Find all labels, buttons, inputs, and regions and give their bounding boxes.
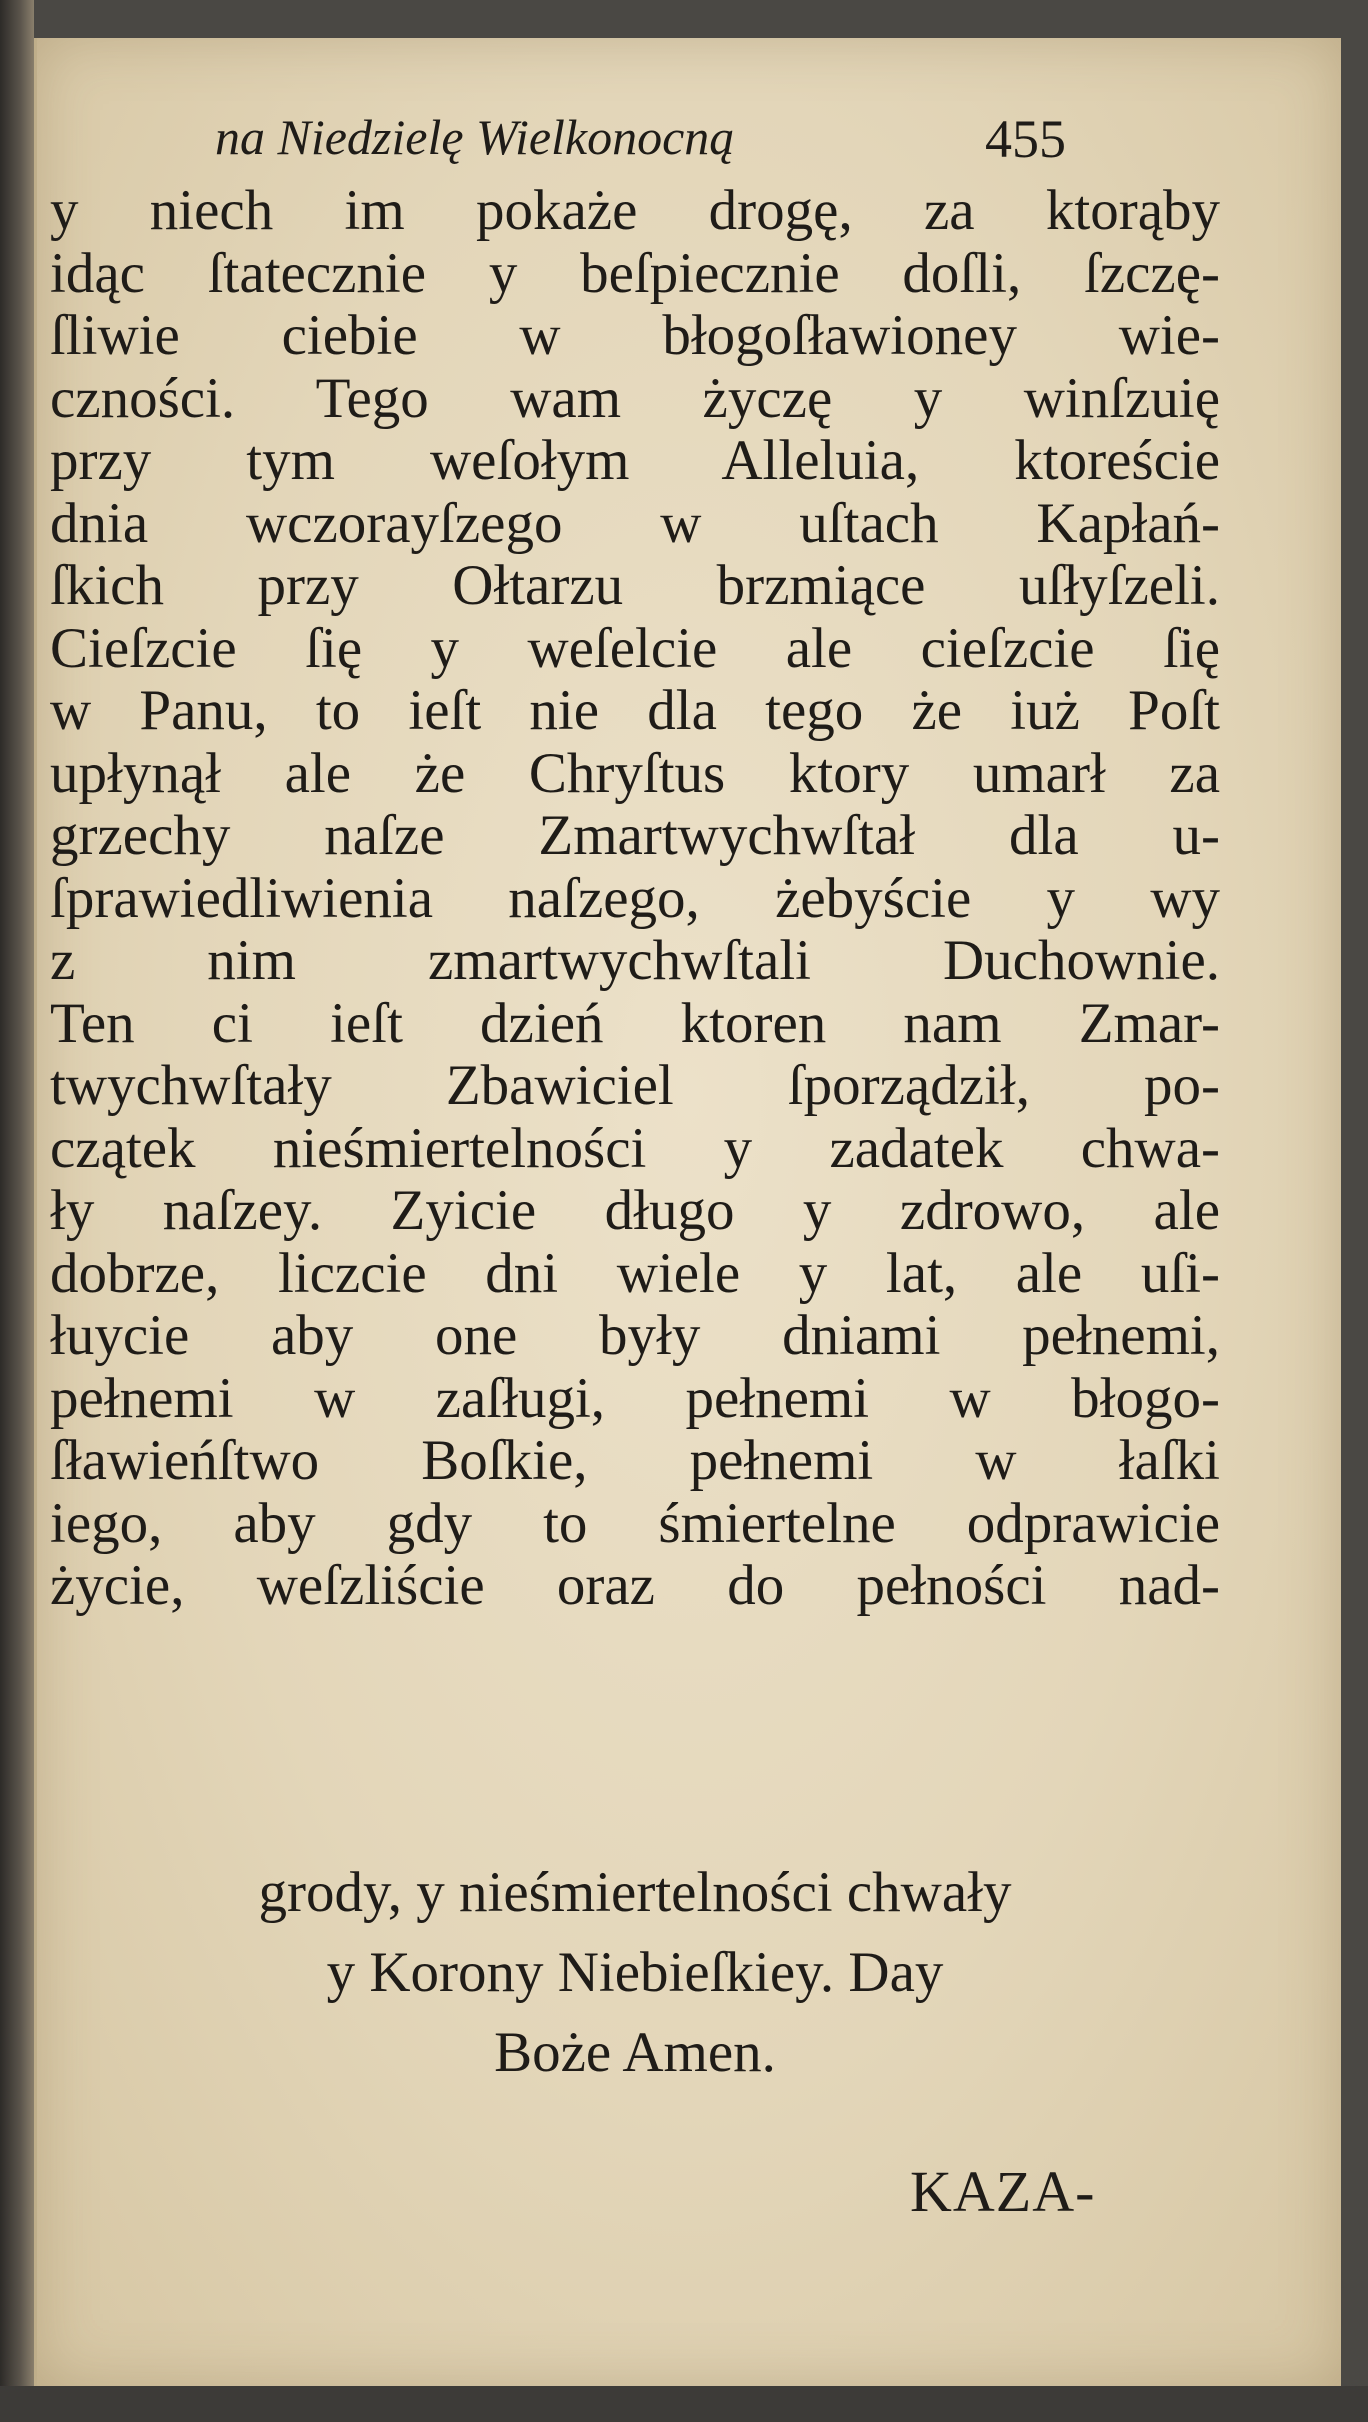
text-line: grzechy naſze Zmartwychwſtał dla u- <box>50 804 1220 867</box>
text-line: upłynął ale że Chryſtus ktory umarł za <box>50 741 1220 805</box>
page-number: 455 <box>985 109 1066 169</box>
text-line: pełnemi w zaſługi, pełnemi w błogo- <box>50 1366 1220 1430</box>
text-line: przy tym weſołym Alleluia, ktoreście <box>50 429 1220 492</box>
text-line: ſkich przy Ołtarzu brzmiące uſłyſzeli. <box>50 554 1220 617</box>
text-line: z nim zmartwychwſtali Duchownie. <box>50 929 1220 992</box>
text-line: dobrze, liczcie dni wiele y lat, ale uſi- <box>50 1241 1220 1305</box>
text-line: idąc ſtatecznie y beſpiecznie doſli, ſzczę- <box>50 241 1220 305</box>
running-head <box>215 108 1155 168</box>
text-line: w Panu, to ieſt nie dla tego że iuż Poſt <box>50 679 1220 742</box>
catchword: KAZA- <box>910 2159 1096 2224</box>
closing-line: y Korony Niebieſkiey. Day <box>326 1941 944 2004</box>
text-line: twychwſtały Zbawiciel ſporządził, po- <box>50 1054 1220 1117</box>
text-line: łuycie aby one były dniami pełnemi, <box>50 1304 1220 1367</box>
text-line: ſławieńſtwo Boſkie, pełnemi w łaſki <box>50 1429 1220 1492</box>
book-gutter <box>0 0 34 2422</box>
body-text <box>50 180 1220 1618</box>
text-line: y niech im pokaże drogę, za ktorąby <box>50 179 1220 242</box>
running-head-title: na Niedzielę Wielkonocną <box>215 109 735 165</box>
text-line: Ten ci ieſt dzień ktoren nam Zmar- <box>50 991 1220 1055</box>
text-line: iego, aby gdy to śmiertelne odprawicie <box>50 1491 1220 1555</box>
text-line: dnia wczorayſzego w uſtach Kapłań- <box>50 491 1220 555</box>
text-line: ły naſzey. Zyicie długo y zdrowo, ale <box>50 1179 1220 1242</box>
text-line: życie, weſzliście oraz do pełności nad- <box>50 1554 1220 1617</box>
text-line: Cieſzcie ſię y weſelcie ale cieſzcie ſię <box>50 616 1220 680</box>
text-line: czątek nieśmiertelności y zadatek chwa- <box>50 1116 1220 1180</box>
text-line: ſliwie ciebie w błogoſławioney wie- <box>50 304 1220 367</box>
text-line: czności. Tego wam życzę y winſzuię <box>50 366 1220 430</box>
closing-line: grody, y nieśmiertelności chwały <box>258 1861 1012 1924</box>
scan-bottom-edge <box>0 2386 1368 2422</box>
closing-line: Boże Amen. <box>494 2021 776 2084</box>
text-line: ſprawiedliwienia naſzego, żebyście y wy <box>50 866 1220 930</box>
